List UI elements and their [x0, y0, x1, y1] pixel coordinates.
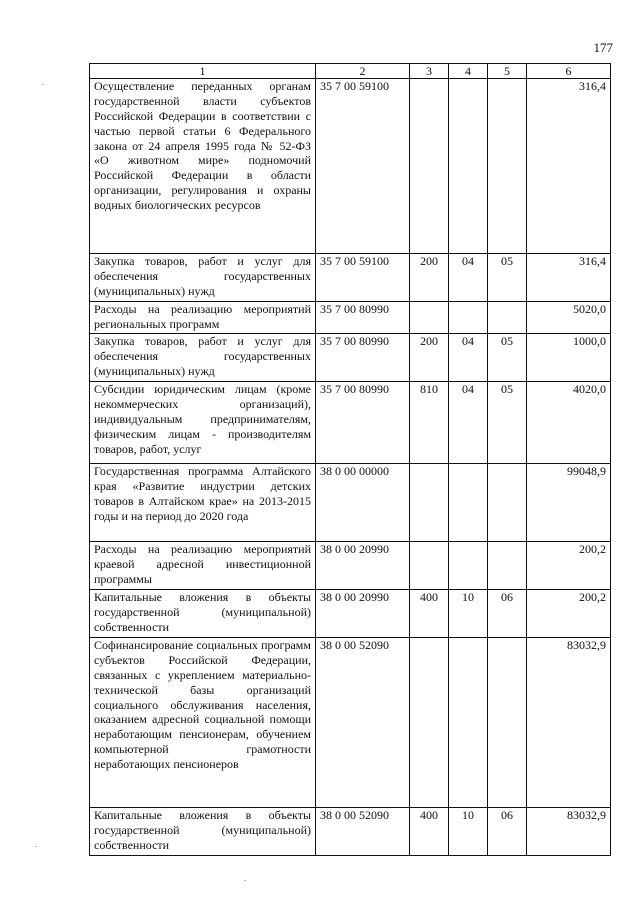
- row-subsection: [488, 638, 527, 808]
- row-amount: 200,2: [527, 590, 611, 638]
- row-expense-type: 400: [410, 808, 449, 856]
- column-header-amount: 6: [527, 64, 611, 79]
- row-target-code: 35 7 00 80990: [316, 334, 410, 382]
- page-number: 177: [593, 40, 613, 55]
- row-target-code: 35 7 00 80990: [316, 382, 410, 464]
- table-row: [90, 464, 611, 542]
- row-target-code: 35 7 00 59100: [316, 79, 410, 254]
- row-name: Государственная программа Алтайского края «Развитие индустрии детских товаров в Алтайском крае» на 2013-2015 годы и на период до 2020 года: [90, 464, 316, 542]
- row-target-code: 38 0 00 52090: [316, 638, 410, 808]
- row-section: [449, 542, 488, 590]
- row-subsection: 06: [488, 590, 527, 638]
- column-header-section: 4: [449, 64, 488, 79]
- row-expense-type: 200: [410, 334, 449, 382]
- row-subsection: [488, 542, 527, 590]
- row-name: Капитальные вложения в объекты государственной (муниципальной) собственности: [90, 590, 316, 638]
- scan-speck: [244, 880, 246, 881]
- row-subsection: 05: [488, 382, 527, 464]
- row-section: 04: [449, 382, 488, 464]
- column-header-name: 1: [90, 64, 316, 79]
- row-subsection: 06: [488, 808, 527, 856]
- row-name: Расходы на реализацию мероприятий региональных программ: [90, 302, 316, 334]
- row-expense-type: [410, 302, 449, 334]
- row-section: [449, 79, 488, 254]
- table-row: [90, 382, 611, 464]
- table-row: [90, 542, 611, 590]
- row-amount: 1000,0: [527, 334, 611, 382]
- row-name: Закупка товаров, работ и услуг для обеспечения государственных (муниципальных) нужд: [90, 334, 316, 382]
- row-target-code: 38 0 00 52090: [316, 808, 410, 856]
- row-subsection: [488, 79, 527, 254]
- row-expense-type: 400: [410, 590, 449, 638]
- table-row: [90, 590, 611, 638]
- table-row: [90, 808, 611, 856]
- header-row: [90, 64, 611, 79]
- row-expense-type: 810: [410, 382, 449, 464]
- row-subsection: 05: [488, 334, 527, 382]
- table-row: [90, 638, 611, 808]
- row-subsection: [488, 464, 527, 542]
- row-name: Расходы на реализацию мероприятий краевой адресной инвестиционной программы: [90, 542, 316, 590]
- row-target-code: 38 0 00 20990: [316, 542, 410, 590]
- row-amount: 83032,9: [527, 638, 611, 808]
- row-name: Субсидии юридическим лицам (кроме некоммерческих организаций), индивидуальным предпринимателям, физическим лицам - производителям товаров, работ, услуг: [90, 382, 316, 464]
- row-subsection: [488, 302, 527, 334]
- scan-speck: [42, 84, 44, 85]
- row-name: Софинансирование социальных программ субъектов Российской Федерации, связанных с укреплением материально-технической базы организаций социального обслуживания населения, оказанием адресной социальной помощи неработающим пенсионерам, обучением компьютерной грамотности неработающих пенсионеров: [90, 638, 316, 808]
- row-section: [449, 464, 488, 542]
- row-target-code: 38 0 00 20990: [316, 590, 410, 638]
- table-row: [90, 79, 611, 254]
- row-target-code: 38 0 00 00000: [316, 464, 410, 542]
- table-row: [90, 254, 611, 302]
- row-amount: 316,4: [527, 79, 611, 254]
- row-section: [449, 638, 488, 808]
- row-section: 10: [449, 590, 488, 638]
- row-amount: 83032,9: [527, 808, 611, 856]
- row-expense-type: [410, 542, 449, 590]
- row-name: Капитальные вложения в объекты государственной (муниципальной) собственности: [90, 808, 316, 856]
- column-header-code: 2: [316, 64, 410, 79]
- row-amount: 316,4: [527, 254, 611, 302]
- table-row: [90, 302, 611, 334]
- row-target-code: 35 7 00 80990: [316, 302, 410, 334]
- column-header-subsection: 5: [488, 64, 527, 79]
- row-section: 04: [449, 334, 488, 382]
- row-section: 10: [449, 808, 488, 856]
- budget-table: [89, 63, 611, 856]
- row-subsection: 05: [488, 254, 527, 302]
- row-expense-type: [410, 638, 449, 808]
- column-header-expense-type: 3: [410, 64, 449, 79]
- row-section: [449, 302, 488, 334]
- row-name: Осуществление переданных органам государственной власти субъектов Российской Федерации в соответствии с частью первой статьи 6 Федерального закона от 24 апреля 1995 года № 52-ФЗ «О животном мире» подномочий Российской Федерации в области организации, регулирования и охраны водных биологических ресурсов: [90, 79, 316, 254]
- row-amount: 200,2: [527, 542, 611, 590]
- row-amount: 4020,0: [527, 382, 611, 464]
- row-amount: 5020,0: [527, 302, 611, 334]
- row-amount: 99048,9: [527, 464, 611, 542]
- row-section: 04: [449, 254, 488, 302]
- row-expense-type: [410, 79, 449, 254]
- row-expense-type: 200: [410, 254, 449, 302]
- row-target-code: 35 7 00 59100: [316, 254, 410, 302]
- scan-speck: [35, 846, 37, 847]
- row-name: Закупка товаров, работ и услуг для обеспечения государственных (муниципальных) нужд: [90, 254, 316, 302]
- row-expense-type: [410, 464, 449, 542]
- table-row: [90, 334, 611, 382]
